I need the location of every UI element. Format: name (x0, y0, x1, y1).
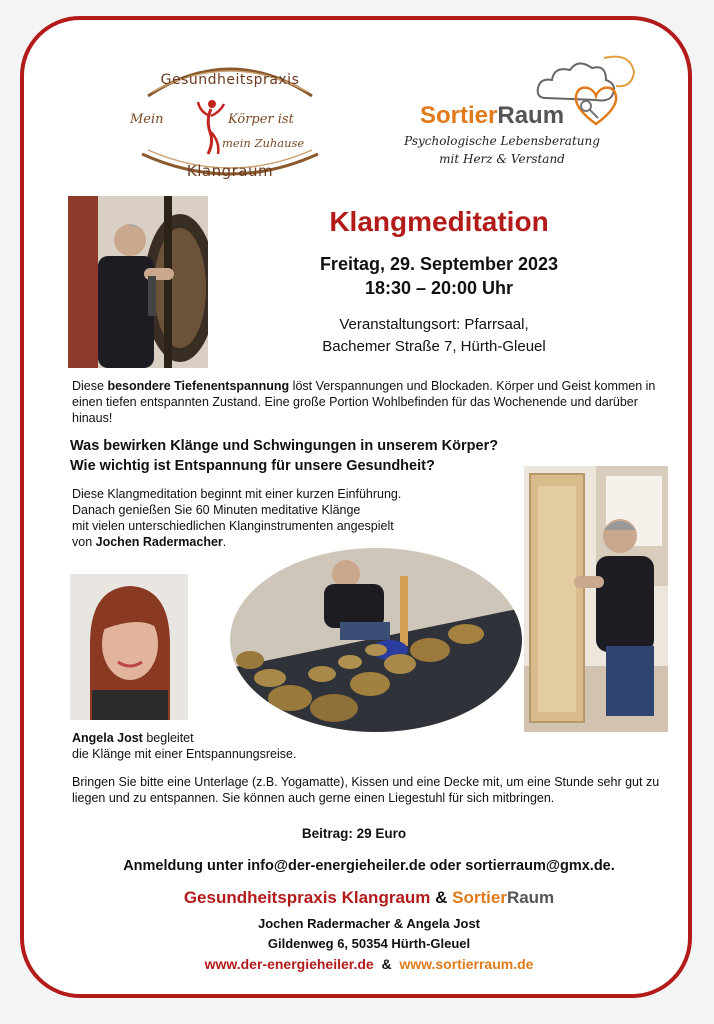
event-venue-line2: Bachemer Straße 7, Hürth-Gleuel (322, 338, 546, 355)
logo-name-part2: Raum (497, 102, 565, 129)
bring-paragraph: Bringen Sie bitte eine Unterlage (z.B. Yogamatte), Kissen und eine Decke mit, um eine Stunde sehr gut zu liegen und zu entspannen. Sie können auch gerne einen Liegestuhl für sich mitbringen. (72, 775, 660, 805)
website-link-1[interactable]: www.der-energieheiler.de (204, 956, 374, 972)
question-1: Was bewirken Klänge und Schwingungen in unserem Körper? (70, 438, 499, 454)
photo-instrument-player (524, 466, 668, 732)
footer-org2b: Raum (506, 888, 555, 907)
event-date: Freitag, 29. September 2023 (319, 254, 559, 274)
logo-line1a: Mein (130, 112, 164, 127)
logo-bottom-text: Klangraum (186, 162, 274, 180)
description-line1: Diese Klangmeditation beginnt mit einer kurzen Einführung. (72, 487, 402, 501)
website-link-2[interactable]: www.sortierraum.de (399, 956, 534, 972)
description-line4-start: von (72, 535, 96, 549)
description-line3: mit vielen unterschiedlichen Klanginstrumenten angespielt (72, 519, 394, 533)
footer-websites (64, 956, 674, 972)
footer-address: Gildenweg 6, 50354 Hürth-Gleuel (267, 936, 471, 951)
description-line4-end: . (222, 535, 227, 549)
sortierraum-subtitle1: Psychologische Lebensberatung (404, 134, 600, 148)
description-line2: Danach genießen Sie 60 Minuten meditative Klänge (72, 503, 361, 517)
performer-name: Jochen Radermacher (95, 535, 223, 549)
footer-amp: & (430, 888, 453, 907)
question-2: Wie wichtig ist Entspannung für unsere Gesundheit? (70, 458, 435, 474)
event-title: Klangmeditation (329, 206, 549, 237)
angela-line2: die Klänge mit einer Entspannungsreise. (72, 747, 297, 761)
angela-line1-rest: begleitet (142, 731, 194, 745)
event-venue-line1: Veranstaltungsort: Pfarrsaal, (339, 316, 529, 333)
logo-line2: mein Zuhause (222, 136, 305, 150)
logo-gesundheitspraxis (130, 44, 330, 194)
website-separator: & (373, 956, 400, 972)
description-line4 (72, 534, 512, 550)
sortierraum-logo-name (420, 102, 564, 130)
footer-organizations (64, 888, 674, 908)
sortierraum-subtitle2: mit Herz & Verstand (439, 152, 565, 166)
logo-name-part1: Sortier (420, 102, 498, 129)
description-paragraph (72, 486, 512, 550)
logo-top-text: Gesundheitspraxis (160, 72, 300, 88)
angela-text (72, 730, 372, 762)
intro-bold: besondere Tiefenentspannung (107, 379, 290, 393)
angela-line1 (72, 730, 372, 746)
photo-angela (70, 574, 188, 720)
footer-org1: Gesundheitspraxis Klangraum (183, 888, 431, 907)
photo-singing-bowls (230, 548, 522, 732)
intro-start: Diese (72, 379, 108, 393)
footer-names: Jochen Radermacher & Angela Jost (257, 916, 481, 931)
photo-gong-player (68, 196, 208, 368)
event-time: 18:30 – 20:00 Uhr (364, 278, 514, 298)
intro-rest: löst Verspannungen und Blockaden. Körper und Geist kommen in einen tiefen entspannten Zustand. Eine große Portion Wohlbefinden für das Wochenende und darüber hinaus! (72, 379, 656, 425)
angela-name: Angela Jost (72, 731, 143, 745)
fee-text: Beitrag: 29 Euro (301, 826, 407, 841)
footer-org2a: Sortier (452, 888, 507, 907)
logo-line1b: Körper ist (228, 112, 294, 127)
intro-paragraph (72, 378, 672, 426)
poster-frame (20, 16, 692, 998)
registration-text: Anmeldung unter info@der-energieheiler.de oder sortierraum@gmx.de. (123, 858, 615, 874)
